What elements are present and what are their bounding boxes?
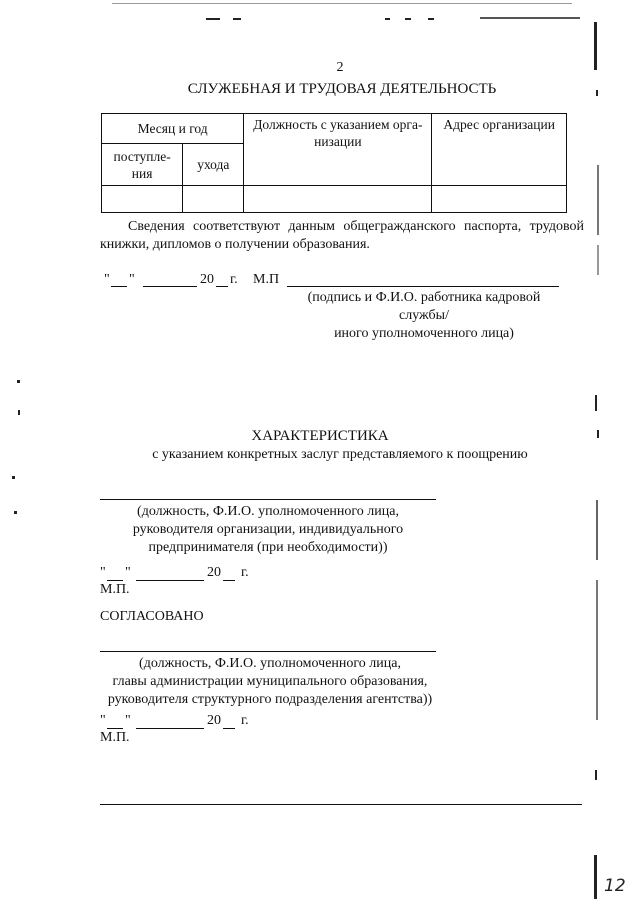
section-title: СЛУЖЕБНАЯ И ТРУДОВАЯ ДЕЯТЕЛЬНОСТЬ — [187, 81, 497, 97]
employment-table — [101, 113, 567, 213]
signer-2-quote-open: " — [100, 713, 106, 728]
statement-text: Сведения соответствуют данным общегражданского паспорта, трудовой книжки, дипломов о получении образования. — [100, 219, 584, 252]
scan-speck — [18, 410, 20, 415]
signer-2-month-blank — [136, 728, 204, 729]
bottom-rule — [100, 804, 582, 805]
scan-speck — [17, 380, 20, 383]
agreed-label: СОГЛАСОВАНО — [100, 609, 204, 624]
characteristic-title: ХАРАКТЕРИСТИКА — [251, 428, 389, 444]
table-cell — [432, 186, 567, 213]
signer-1-year-suffix: г. — [241, 565, 249, 580]
signer-1-caption: (должность, Ф.И.О. уполномоченного лица, руководителя организации, индивидуального предпринимателя (при необходимости)) — [132, 504, 404, 555]
header-entry-text: поступле- ния — [113, 148, 171, 181]
date-month-blank — [143, 286, 197, 287]
scan-speck — [428, 18, 434, 20]
date-quote-open: " — [104, 272, 110, 287]
scan-speck — [595, 770, 597, 780]
header-exit: ухода — [183, 144, 244, 186]
stamp-label: М.П — [253, 272, 280, 287]
scan-speck — [597, 430, 599, 438]
scan-speck — [595, 395, 597, 411]
signer-1-quote-open: " — [100, 565, 106, 580]
date-year-prefix: 20 — [200, 272, 214, 287]
date-year-suffix: г. — [230, 272, 238, 287]
handwritten-page-mark: 12 — [604, 876, 626, 896]
scan-edge-mark — [597, 245, 599, 275]
header-position-text: Должность с указанием орга- низации — [253, 117, 423, 149]
header-address: Адрес организации — [432, 114, 567, 186]
signer-1-line — [100, 499, 436, 500]
header-month-year: Месяц и год — [102, 114, 244, 144]
signer-2-day-blank — [107, 728, 123, 729]
signer-2-caption: (должность, Ф.И.О. уполномоченного лица, главы администрации муниципального образования, руководителя структурного подразделения агентства)) — [107, 656, 433, 707]
table-cell — [183, 186, 244, 213]
scan-edge-mark — [597, 165, 599, 235]
date-quote-close: " — [129, 272, 135, 287]
scan-speck — [233, 18, 241, 20]
scan-edge-mark — [596, 500, 598, 560]
header-entry — [102, 144, 183, 186]
signer-1-year-prefix: 20 — [207, 565, 221, 580]
header-position — [244, 114, 432, 186]
scan-edge-line — [112, 3, 572, 4]
signer-1-year-blank — [223, 580, 235, 581]
table-cell — [102, 186, 183, 213]
characteristic-subtitle: с указанием конкретных заслуг представляемого к поощрению — [152, 447, 528, 462]
scan-speck — [14, 511, 17, 514]
signer-2-year-blank — [223, 728, 235, 729]
signer-2-year-suffix: г. — [241, 713, 249, 728]
signer-1-quote-close: " — [125, 565, 131, 580]
table-cell — [244, 186, 432, 213]
scan-edge-mark — [596, 580, 598, 720]
scan-speck — [405, 18, 411, 20]
signer-2-stamp: М.П. — [100, 730, 130, 745]
signer-2-quote-close: " — [125, 713, 131, 728]
date-day-blank — [111, 286, 127, 287]
scan-speck — [480, 17, 580, 19]
signer-1-day-blank — [107, 580, 123, 581]
scan-speck — [385, 18, 390, 20]
scan-edge-mark — [594, 22, 597, 70]
signer-2-year-prefix: 20 — [207, 713, 221, 728]
signature-caption: (подпись и Ф.И.О. работника кадровой службы/ иного уполномоченного лица) — [307, 290, 541, 341]
signer-1-stamp: М.П. — [100, 582, 130, 597]
scan-speck — [12, 476, 15, 479]
date-year-blank — [216, 286, 228, 287]
signer-1-month-blank — [136, 580, 204, 581]
signer-2-line — [100, 651, 436, 652]
page-number: 2 — [336, 60, 344, 75]
scan-speck — [596, 90, 598, 96]
signature-line — [287, 286, 559, 287]
scan-speck — [206, 18, 220, 20]
scan-edge-mark — [594, 855, 597, 899]
